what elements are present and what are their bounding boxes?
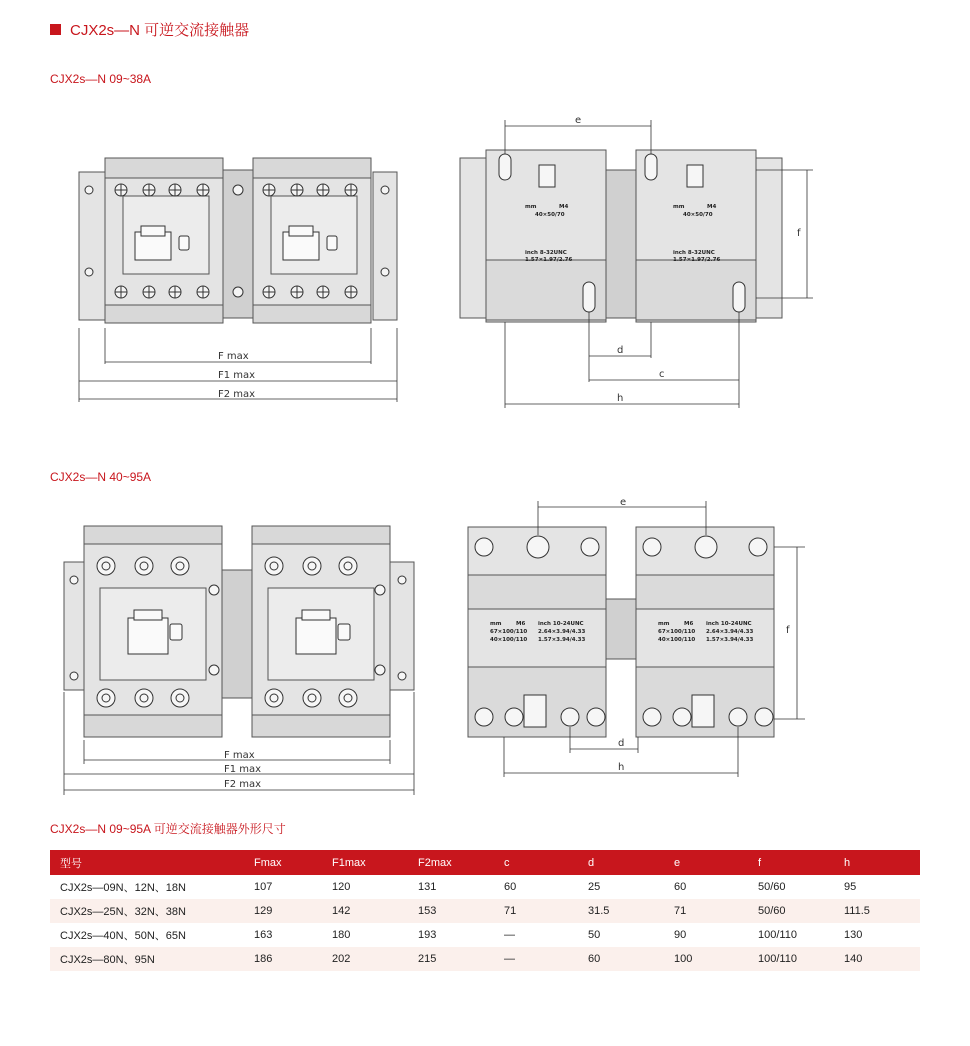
screw-mm-label-2: mm	[673, 204, 685, 210]
cell-d: 31.5	[578, 899, 664, 923]
cell-c: 71	[494, 899, 578, 923]
header-fmax: Fmax	[244, 850, 322, 875]
cell-d: 25	[588, 881, 601, 893]
screw-mm-label-1: mm	[525, 204, 537, 210]
cell-h: 111.5	[834, 899, 920, 923]
e-label-large: e	[620, 497, 627, 508]
cell-model: CJX2s—80N、95N	[50, 947, 244, 971]
cell-d: 50	[588, 929, 601, 941]
inch-value-label-2: 1.57×1.97/2.76	[673, 257, 721, 263]
cell-f: 100/110	[748, 947, 834, 971]
header-f: f	[748, 850, 834, 875]
h-label-large: h	[618, 762, 625, 773]
cell-f1max: 202	[322, 947, 408, 971]
mm-value-label-1: 40×50/70	[535, 212, 565, 218]
e-label: e	[575, 115, 582, 126]
screw-mm-label-l1: mm	[490, 621, 502, 627]
cell-h: 95	[844, 881, 857, 893]
screw-size-label-l1: M6	[516, 621, 526, 627]
dimension-table	[50, 850, 920, 971]
cell-f1max: 120	[332, 881, 351, 893]
c-label: c	[659, 369, 665, 380]
header-f2max: F2max	[408, 850, 494, 875]
inch-label-l1: inch 10-24UNC	[538, 621, 584, 627]
cell-model: CJX2s—25N、32N、38N	[50, 899, 244, 923]
section-heading-large: CJX2s—N 40~95A	[50, 470, 152, 484]
section-heading-small: CJX2s—N 09~38A	[50, 72, 152, 86]
cell-f2max: 153	[408, 899, 494, 923]
cell-f2max: 131	[418, 881, 437, 893]
inch-value-label-l1a: 2.64×3.94/4.33	[538, 629, 586, 635]
mm-value-label-l1b: 40×100/110	[490, 637, 528, 643]
table-row	[50, 947, 920, 971]
f1max-label: F1 max	[218, 370, 256, 381]
cell-f2max: 193	[418, 929, 437, 941]
h-label: h	[617, 393, 624, 404]
side-view-small-drawing	[455, 110, 815, 410]
mm-value-label-l2a: 67×100/110	[658, 629, 696, 635]
inch-value-label-l2a: 2.64×3.94/4.33	[706, 629, 754, 635]
cell-fmax: 186	[244, 947, 322, 971]
page-title-text: CJX2s—N 可逆交流接触器	[70, 21, 250, 39]
cell-f2max: 215	[408, 947, 494, 971]
d-label: d	[617, 345, 624, 356]
page-title	[50, 19, 249, 39]
inch-label-l2: inch 10-24UNC	[706, 621, 752, 627]
f-label-large: f	[786, 625, 790, 636]
header-h: h	[834, 850, 920, 875]
cell-fmax: 163	[254, 929, 273, 941]
cell-e: 60	[674, 881, 687, 893]
f2max-label-large: F2 max	[224, 779, 262, 790]
header-model: 型号	[50, 850, 244, 875]
inch-label-1: inch 8-32UNC	[525, 250, 567, 256]
inch-value-label-l1b: 1.57×3.94/4.33	[538, 637, 586, 643]
cell-c: 60	[504, 881, 517, 893]
screw-size-label-2: M4	[707, 204, 717, 210]
table-header-row	[50, 850, 920, 875]
front-view-large-drawing	[60, 520, 420, 795]
table-row	[50, 923, 920, 947]
front-view-small-drawing	[75, 150, 400, 405]
cell-fmax: 107	[254, 881, 273, 893]
cell-fmax: 129	[244, 899, 322, 923]
cell-f1max: 142	[322, 899, 408, 923]
screw-mm-label-l2: mm	[658, 621, 670, 627]
cell-model: CJX2s—40N、50N、65N	[60, 930, 186, 942]
cell-f: 50/60	[748, 899, 834, 923]
header-e: e	[664, 850, 748, 875]
header-d: d	[578, 850, 664, 875]
header-f1max: F1max	[322, 850, 408, 875]
cell-e: 71	[664, 899, 748, 923]
cell-e: 100	[664, 947, 748, 971]
fmax-label: F max	[218, 351, 249, 362]
cell-c: —	[494, 947, 578, 971]
side-view-large-drawing	[460, 495, 810, 780]
fmax-label-large: F max	[224, 750, 255, 761]
cell-f1max: 180	[332, 929, 351, 941]
mm-value-label-l2b: 40×100/110	[658, 637, 696, 643]
f2max-label: F2 max	[218, 389, 256, 400]
cell-f: 50/60	[758, 881, 786, 893]
cell-c: —	[504, 929, 515, 941]
mm-value-label-l1a: 67×100/110	[490, 629, 528, 635]
cell-h: 130	[844, 929, 863, 941]
cell-d: 60	[578, 947, 664, 971]
screw-size-label-1: M4	[559, 204, 569, 210]
mm-value-label-2: 40×50/70	[683, 212, 713, 218]
cell-e: 90	[674, 929, 687, 941]
cell-h: 140	[834, 947, 920, 971]
d-label-large: d	[618, 738, 625, 749]
inch-label-2: inch 8-32UNC	[673, 250, 715, 256]
inch-value-label-1: 1.57×1.97/2.76	[525, 257, 573, 263]
screw-size-label-l2: M6	[684, 621, 694, 627]
header-c: c	[494, 850, 578, 875]
cell-f: 100/110	[758, 929, 797, 941]
title-square-icon	[50, 24, 61, 35]
table-row	[50, 899, 920, 923]
cell-model: CJX2s—09N、12N、18N	[60, 882, 186, 894]
f1max-label-large: F1 max	[224, 764, 262, 775]
table-heading: CJX2s—N 09~95A 可逆交流接触器外形尺寸	[50, 822, 286, 836]
f-label: f	[797, 228, 801, 239]
inch-value-label-l2b: 1.57×3.94/4.33	[706, 637, 754, 643]
table-row	[50, 875, 920, 899]
